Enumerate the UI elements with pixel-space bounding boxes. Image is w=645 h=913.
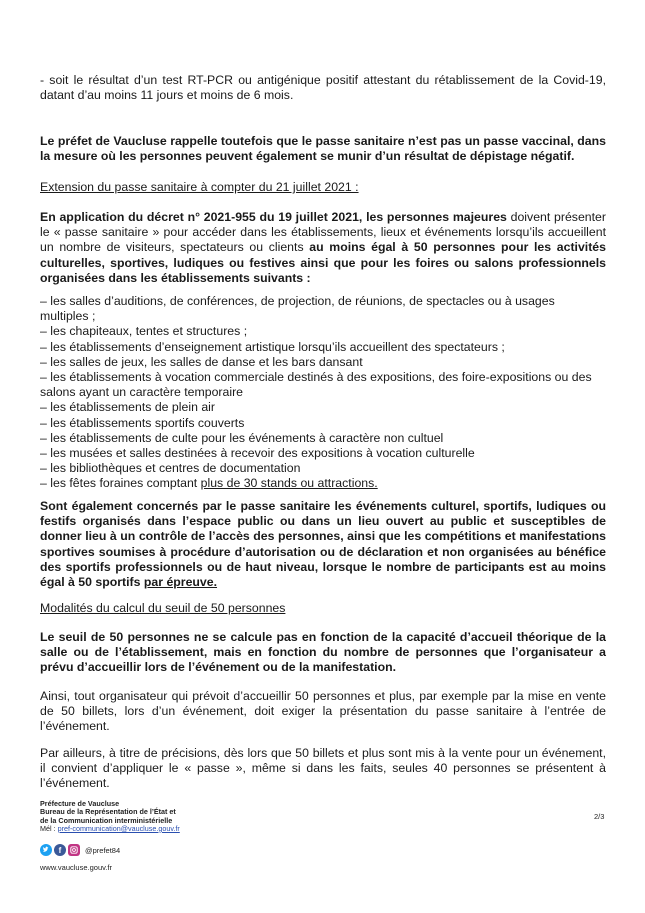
footer-contact: [40, 800, 606, 833]
footer-org-line: de la Communication interministérielle: [40, 815, 173, 825]
list-item: – les établissements d’enseignement artistique lorsqu’ils accueillent des spectateurs ;: [40, 339, 505, 354]
list-last-text: – les fêtes foraines comptant: [40, 476, 201, 491]
establishment-list: [40, 294, 606, 492]
paragraph-par-ailleurs: Par ailleurs, à titre de précisions, dès lors que 50 billets et plus sont mis à la vente pour un événement, il convient d’appliquer le « passe », même si dans les faits, seules 40 personnes se présentent à l’événement.: [40, 746, 606, 791]
list-item: – les établissements de culte pour les événements à caractère non cultuel: [40, 430, 444, 445]
mail-label: Mél :: [40, 823, 58, 833]
paragraph-seuil: Le seuil de 50 personnes ne se calcule pas en fonction de la capacité d’accueil théorique de la salle ou de l’établissement, mais en fonction du nombre de personnes que l’organisateur a prévu d’accueillir lors de l’événement ou de la manifestation.: [40, 630, 606, 675]
paragraph-events-concerned: [40, 499, 606, 590]
footer-org-line: Préfecture de Vaucluse: [40, 799, 120, 808]
events-concerned-text: Sont également concernés par le passe sanitaire les événements culturel, sportifs, ludiques ou festifs organisés dans l’espace public ou dans un lieu ouvert au public et susceptibles de donner lieu à un contrôle de l’accès des personnes, ainsi que les compétitions et manifestations sportives soumises à procédure d’autorisation ou de déclaration et non organisées au bénéfice des sportifs professionnels ou de haut niveau, lorsque le nombre de participants est au moins égal à 50 sportifs: [40, 499, 606, 590]
list-item: – les établissements à vocation commerciale destinés à des expositions, des foire-expositions ou des salons ayant un caractère temporaire: [40, 370, 592, 400]
paragraph-decret: [40, 210, 606, 286]
instagram-icon[interactable]: [68, 844, 80, 856]
list-item: – les salles d’auditions, de conférences, de projection, de réunions, de spectacles ou à usages multiples ;: [40, 294, 555, 324]
social-links: [40, 843, 120, 857]
list-item: – les musées et salles destinées à recevoir des expositions à vocation culturelle: [40, 446, 475, 461]
list-last-underlined: plus de 30 stands ou attractions.: [200, 476, 378, 491]
website-link[interactable]: www.vaucluse.gouv.fr: [40, 863, 112, 872]
list-item: – les chapiteaux, tentes et structures ;: [40, 324, 248, 339]
heading-extension: Extension du passe sanitaire à compter du 21 juillet 2021 :: [40, 180, 359, 194]
paragraph-ainsi: Ainsi, tout organisateur qui prévoit d’accueillir 50 personnes et plus, par exemple par la mise en vente de 50 billets, lors d’un événement, doit exiger la présentation du passe sanitaire à l’entrée de l’événement.: [40, 689, 606, 734]
decret-bold-tail: au moins égal à 50 personnes pour les activités culturelles, sportives, ludiques ou festives ainsi que pour les foires ou salons professionnels organisées dans les établissements suivants :: [40, 240, 606, 285]
decret-body: doivent présenter le « passe sanitaire » pour accéder dans les établissements, lieux et événements lorsqu’ils accueillent un nombre de visiteurs, spectateurs ou clients: [40, 210, 606, 255]
mail-link[interactable]: pref-communication@vaucluse.gouv.fr: [57, 823, 180, 833]
facebook-icon[interactable]: f: [54, 844, 66, 856]
list-item: – les salles de jeux, les salles de danse et les bars dansant: [40, 354, 363, 369]
decret-bold-lead: En application du décret n° 2021-955 du 19 juillet 2021, les personnes majeures: [40, 210, 507, 224]
list-item: [40, 476, 606, 491]
footer-mail: [40, 825, 606, 833]
twitter-icon[interactable]: [40, 844, 52, 856]
heading-modalites: Modalités du calcul du seuil de 50 personnes: [40, 601, 286, 615]
paragraph-prefet-reminder: Le préfet de Vaucluse rappelle toutefois que le passe sanitaire n’est pas un passe vaccinal, dans la mesure où les personnes peuvent également se munir d’un résultat de dépistage négatif.: [40, 134, 606, 164]
page-number: 2/3: [594, 812, 605, 821]
social-handle[interactable]: @prefet84: [85, 845, 121, 855]
events-concerned-underlined: par épreuve.: [143, 575, 218, 590]
footer-org-line: Bureau de la Représentation de l’État et: [40, 807, 176, 817]
list-item: – les établissements de plein air: [40, 400, 215, 415]
paragraph-covid-recovery: - soit le résultat d’un test RT-PCR ou antigénique positif attestant du rétablissement de la Covid-19, datant d’au moins 11 jours et moins de 6 mois.: [40, 73, 606, 103]
list-item: – les établissements sportifs couverts: [40, 415, 245, 430]
list-item: – les bibliothèques et centres de documentation: [40, 461, 301, 476]
